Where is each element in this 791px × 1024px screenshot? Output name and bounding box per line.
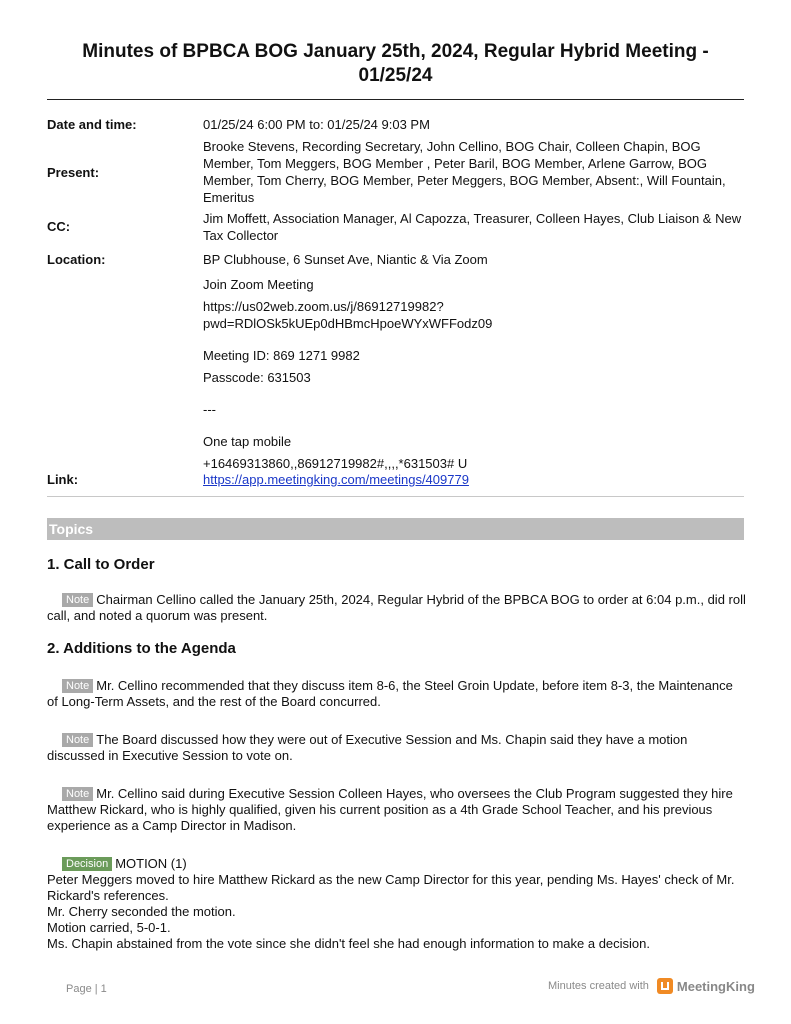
present-label: Present: [47, 165, 100, 180]
zoom-url-line-2: pwd=RDlOSk5kUEp0dHBmcHpoeWYxWFFodz09 [203, 316, 493, 331]
zoom-url-line-1: https://us02web.zoom.us/j/86912719982? [203, 299, 444, 314]
footer-credit [548, 978, 755, 994]
decision-line: Peter Meggers moved to hire Matthew Rickard as the new Camp Director for this year, pending Ms. Hayes' check of Mr. Rickard's references. [47, 872, 735, 903]
cc-value: Jim Moffett, Association Manager, Al Capozza, Treasurer, Colleen Hayes, Club Liaison & New Tax Collector [203, 211, 742, 243]
meetingking-logo-icon [657, 978, 673, 994]
meta-divider [47, 496, 744, 497]
topics-header [47, 518, 744, 540]
one-tap-label: One tap mobile [203, 434, 292, 449]
item-text: Mr. Cellino recommended that they discuss item 8-6, the Steel Groin Update, before item 8-3, the Maintenance of Long-Term Assets, and the rest of the Board concurred. [47, 678, 733, 709]
decision-line: Motion carried, 5-0-1. [47, 920, 171, 935]
decision-line: Mr. Cherry seconded the motion. [47, 904, 236, 919]
document-title-line-2: 01/25/24 [358, 65, 433, 86]
meetingking-brand: MeetingKing [676, 978, 755, 994]
decision-tag: Decision [62, 857, 112, 871]
one-tap-number: +16469313860,,86912719982#,,,,*631503# U [203, 456, 468, 471]
location-value [203, 251, 748, 472]
item-text: Mr. Cellino said during Executive Session Colleen Hayes, who oversees the Club Program suggested they hire Matthew Rickard, who is highly qualified, given his current position as a 4th Grade School Teacher, and his previous experience as a Camp Director in Madison. [47, 786, 733, 833]
document-title [40, 40, 751, 88]
document-title-line-1: Minutes of BPBCA BOG January 25th, 2024, Regular Hybrid Meeting - [82, 41, 709, 62]
topics-header-label: Topics [49, 521, 94, 537]
link-label: Link: [47, 472, 79, 487]
zoom-separator: --- [203, 402, 216, 417]
cc-label: CC: [47, 219, 71, 234]
present-value: Brooke Stevens, Recording Secretary, John Cellino, BOG Chair, Colleen Chapin, BOG Member, Tom Meggers, BOG Member , Peter Baril, BOG Member, Arlene Garrow, BOG Member, Tom Cherry, BOG Member, Peter Meggers, BOG Member, Absent:, Will Fountain, Emeritus [203, 139, 726, 205]
passcode: Passcode: 631503 [203, 370, 311, 385]
note-tag: Note [62, 593, 93, 607]
location-address: BP Clubhouse, 6 Sunset Ave, Niantic & Via Zoom [203, 252, 488, 267]
topic-item [47, 786, 747, 834]
zoom-join-text: Join Zoom Meeting [203, 277, 314, 292]
page-number: Page | 1 [66, 983, 107, 995]
topic-heading: 2. Additions to the Agenda [47, 640, 236, 657]
created-with-text: Minutes created with [548, 980, 649, 992]
topic-item [47, 678, 747, 710]
note-tag: Note [62, 733, 93, 747]
location-label: Location: [47, 252, 106, 267]
meeting-id: Meeting ID: 869 1271 9982 [203, 348, 360, 363]
title-divider [47, 99, 744, 100]
date-value: 01/25/24 6:00 PM to: 01/25/24 9:03 PM [203, 117, 430, 132]
link-cell [203, 471, 748, 488]
decision-line: Ms. Chapin abstained from the vote since she didn't feel she had enough information to make a decision. [47, 936, 651, 951]
topic-item [47, 732, 747, 764]
item-text: The Board discussed how they were out of Executive Session and Ms. Chapin said they have a motion discussed in Executive Session to vote on. [47, 732, 688, 763]
note-tag: Note [62, 787, 93, 801]
date-label: Date and time: [47, 117, 137, 132]
item-text: Chairman Cellino called the January 25th, 2024, Regular Hybrid of the BPBCA BOG to order at 6:04 p.m., did roll call, and noted a quorum was present. [47, 592, 746, 623]
decision-item [47, 856, 747, 952]
meeting-link[interactable]: https://app.meetingking.com/meetings/409779 [203, 472, 469, 487]
topic-heading: 1. Call to Order [47, 556, 155, 573]
decision-title: MOTION (1) [115, 856, 187, 871]
topic-item [47, 592, 747, 624]
note-tag: Note [62, 679, 93, 693]
